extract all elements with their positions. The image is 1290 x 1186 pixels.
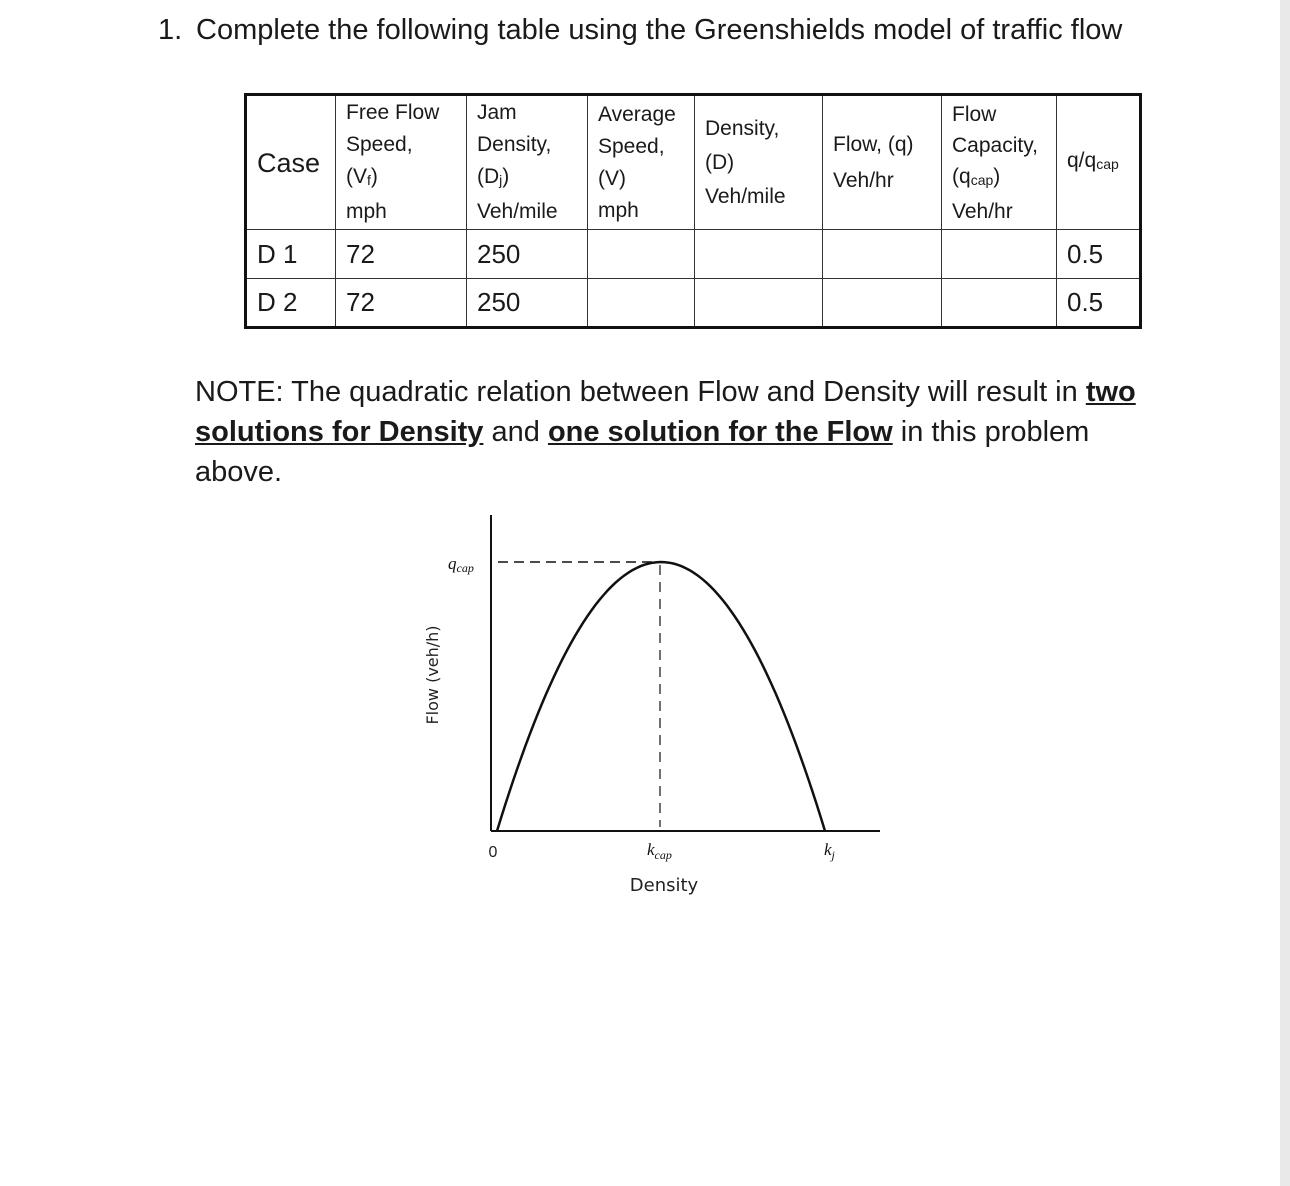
cell-capacity xyxy=(942,279,1057,328)
cell-case: D 2 xyxy=(246,279,336,328)
question-text: Complete the following table using the Greenshields model of traffic flow xyxy=(196,14,1123,46)
x-tick-zero: 0 xyxy=(488,844,498,861)
greenshields-table xyxy=(244,93,1142,329)
x-tick-kcap: $k_{cap}$ xyxy=(647,840,672,862)
cell-ratio: 0.5 xyxy=(1057,230,1141,279)
cell-avg-speed xyxy=(588,279,695,328)
question-number: 1. xyxy=(158,14,183,46)
header-density: Density, (D) Veh/mile xyxy=(695,95,823,230)
note-mid: and xyxy=(491,416,540,448)
note-prefix: NOTE: The quadratic relation between Flow and Density will result in xyxy=(195,376,1078,408)
header-jam-density: Jam Density, (Dj) Veh/mile xyxy=(467,95,588,230)
y-axis-label: Flow (veh/h) xyxy=(423,625,442,725)
note-suffix: in this problem above. xyxy=(195,416,1090,488)
cell-density xyxy=(695,279,823,328)
cell-capacity xyxy=(942,230,1057,279)
cell-flow xyxy=(823,230,942,279)
y-tick-qcap: qcap xyxy=(448,554,474,575)
cell-jam: 250 xyxy=(467,279,588,328)
note-bold-density: two solutions for Density xyxy=(195,376,1136,448)
table-header-row xyxy=(246,95,1141,230)
flow-density-chart xyxy=(400,505,900,905)
header-ratio: q/qcap xyxy=(1057,95,1141,230)
note-bold-flow: one solution for the Flow xyxy=(547,416,893,448)
cell-case: D 1 xyxy=(246,230,336,279)
note-paragraph xyxy=(195,372,1175,492)
x-axis-label: Density xyxy=(629,875,699,896)
cell-avg-speed xyxy=(588,230,695,279)
header-free-flow-speed: Free Flow Speed, (Vf) mph xyxy=(336,95,467,230)
cell-ratio: 0.5 xyxy=(1057,279,1141,328)
x-tick-kj: $k_j$ xyxy=(824,840,835,862)
table-row xyxy=(246,279,1141,328)
header-flow-capacity: Flow Capacity, (qcap) Veh/hr xyxy=(942,95,1057,230)
cell-flow xyxy=(823,279,942,328)
header-flow: Flow, (q) Veh/hr xyxy=(823,95,942,230)
cell-free-flow: 72 xyxy=(336,230,467,279)
cell-jam: 250 xyxy=(467,230,588,279)
cell-density xyxy=(695,230,823,279)
header-average-speed: Average Speed, (V) mph xyxy=(588,95,695,230)
table-row xyxy=(246,230,1141,279)
cell-free-flow: 72 xyxy=(336,279,467,328)
flow-density-curve xyxy=(497,562,825,831)
header-case: Case xyxy=(246,95,336,230)
